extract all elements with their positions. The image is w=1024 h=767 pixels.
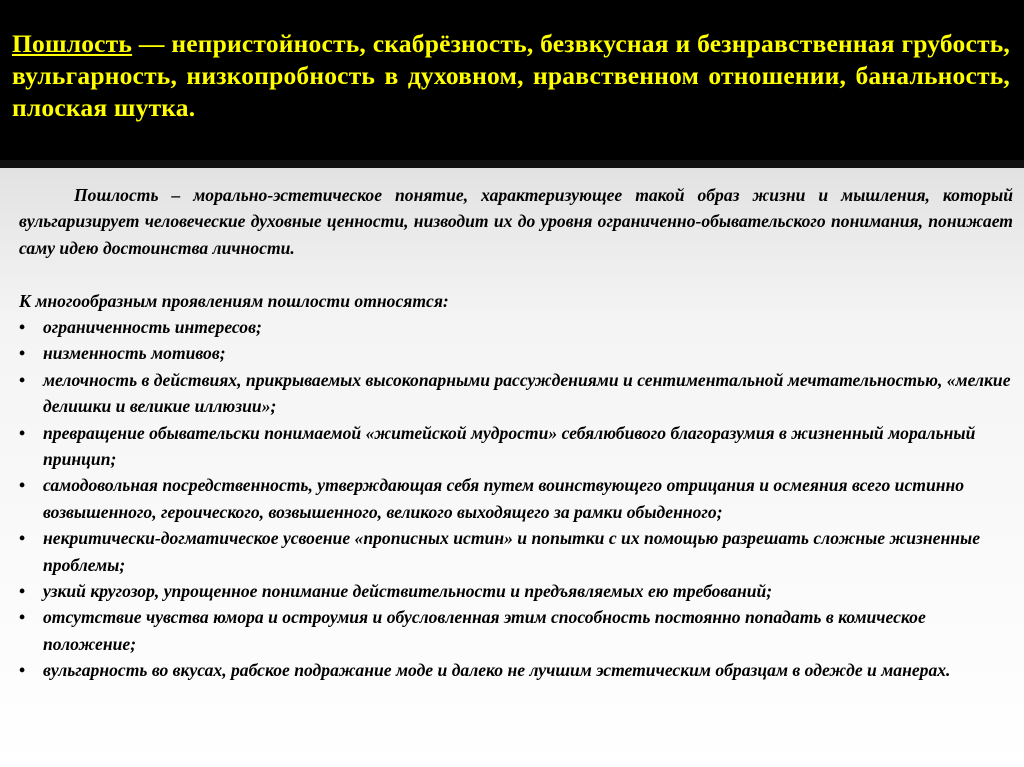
header-definition-text: — непристойность, скабрёзность, безвкусная и безнравственная грубость, вульгарность, низкопробность в духовном, нравственном отношении, банальность, плоская шутка. (12, 29, 1010, 122)
list-item (19, 367, 1013, 420)
list-item-text: некритически-догматическое усвоение «прописных истин» и попытки с их помощью разрешать сложные жизненные проблемы; (43, 528, 981, 575)
list-item-text: узкий кругозор, упрощенное понимание действительности и предъявляемых ею требований; (43, 581, 773, 602)
list-item (19, 604, 1013, 657)
intro-paragraph: Пошлость – морально-эстетическое понятие, характеризующее такой образ жизни и мышления, который вульгаризирует человеческие духовные ценности, низводит их до уровня ограниченно-обывательского понимания, понижает саму идею достоинства личности. (19, 185, 1013, 258)
paragraph-spacer (19, 261, 1013, 287)
list-item-text: отсутствие чувства юмора и остроумия и обусловленная этим способность постоянно попадать в комическое положение; (43, 607, 926, 654)
list-item (19, 578, 1013, 604)
bullet-icon: • (19, 607, 26, 628)
list-item-text: вульгарность во вкусах, рабское подражание моде и далеко не лучшим эстетическим образцам в одежде и манерах. (43, 660, 951, 681)
list-item-text: самодовольная посредственность, утверждающая себя путем воинствующего отрицания и осмеяния всего истинно возвышенного, героического, возвышенного, великого выходящего за рамки обыденного; (43, 475, 965, 522)
list-item (19, 657, 1013, 683)
list-item (19, 340, 1013, 366)
bullet-icon: • (19, 581, 26, 602)
bullet-icon: • (19, 475, 26, 496)
header-definition (12, 28, 1010, 124)
content-panel (0, 168, 1024, 767)
bullet-icon: • (19, 369, 26, 390)
list-item (19, 472, 1013, 525)
list-item (19, 420, 1013, 473)
list-item-text: низменность мотивов; (43, 343, 226, 364)
divider-band (0, 160, 1024, 168)
header-band (0, 0, 1024, 160)
header-term: Пошлость (12, 29, 133, 58)
bullet-icon: • (19, 660, 26, 681)
bullet-icon: • (19, 343, 26, 364)
list-item-text: мелочность в действиях, прикрываемых высокопарными рассуждениями и сентиментальной мечтательностью, «мелкие делишки и великие иллюзии»; (43, 369, 1011, 417)
bullet-icon: • (19, 422, 26, 443)
document-body (19, 182, 1013, 684)
list-heading: К многообразным проявлениям пошлости относятся: (19, 290, 449, 311)
list-item-text: ограниченность интересов; (43, 317, 262, 338)
bullet-icon: • (19, 528, 26, 549)
list-item (19, 525, 1013, 578)
bullet-icon: • (19, 317, 26, 338)
list-item (19, 314, 1013, 340)
manifestations-list (19, 314, 1013, 684)
list-item-text: превращение обывательски понимаемой «житейской мудрости» себялюбивого благоразумия в жизненный моральный принцип; (43, 422, 976, 470)
